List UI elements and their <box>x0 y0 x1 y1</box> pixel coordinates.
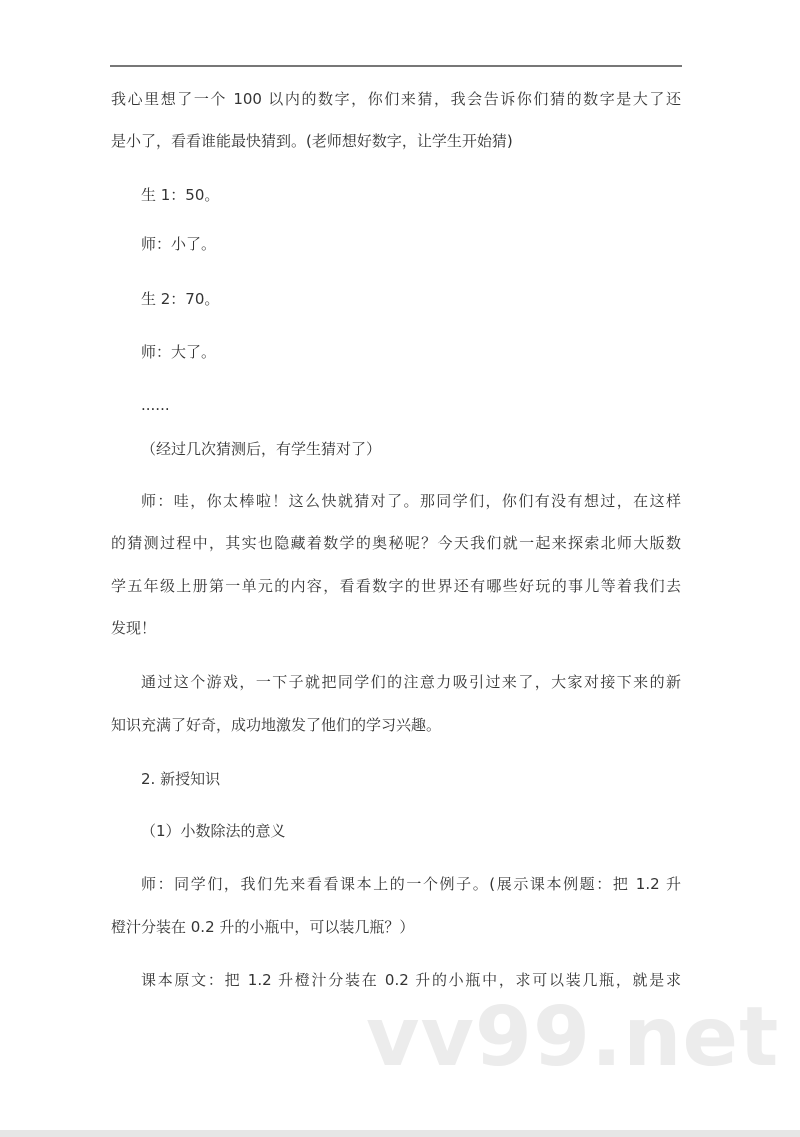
text-line: 是小了，看看谁能最快猜到。(老师想好数字，让学生开始猜) <box>111 132 513 150</box>
header-rule <box>110 65 682 67</box>
text-line: 我心里想了一个 100 以内的数字，你们来猜，我会告诉你们猜的数字是大了还 <box>111 90 681 108</box>
subsection-heading: （1）小数除法的意义 <box>141 822 286 840</box>
text-line: 生 2：70。 <box>141 290 220 308</box>
text-line: 橙汁分装在 0.2 升的小瓶中，可以装几瓶？） <box>111 918 415 936</box>
text-line: 生 1：50。 <box>141 186 220 204</box>
text-line: 学五年级上册第一单元的内容，看看数字的世界还有哪些好玩的事儿等着我们去 <box>111 577 681 595</box>
text-line: 发现！ <box>111 619 157 637</box>
text-line: 课本原文：把 1.2 升橙汁分装在 0.2 升的小瓶中，求可以装几瓶，就是求 <box>141 971 681 989</box>
text-line: 师：同学们，我们先来看看课本上的一个例子。(展示课本例题：把 1.2 升 <box>141 875 681 893</box>
watermark: vv99.net <box>366 990 780 1085</box>
text-line: 知识充满了好奇，成功地激发了他们的学习兴趣。 <box>111 716 442 734</box>
text-line: 师：哇，你太棒啦！这么快就猜对了。那同学们，你们有没有想过，在这样 <box>141 492 681 510</box>
text-line: （经过几次猜测后，有学生猜对了） <box>141 440 382 458</box>
text-line: 师：大了。 <box>141 343 217 361</box>
text-line: ...... <box>141 396 170 414</box>
section-heading: 2. 新授知识 <box>141 770 221 788</box>
text-line: 的猜测过程中，其实也隐藏着数学的奥秘呢？今天我们就一起来探索北师大版数 <box>111 534 681 552</box>
text-line: 通过这个游戏，一下子就把同学们的注意力吸引过来了，大家对接下来的新 <box>141 673 681 691</box>
text-line: 师：小了。 <box>141 235 217 253</box>
page-bottom-edge <box>0 1130 800 1137</box>
